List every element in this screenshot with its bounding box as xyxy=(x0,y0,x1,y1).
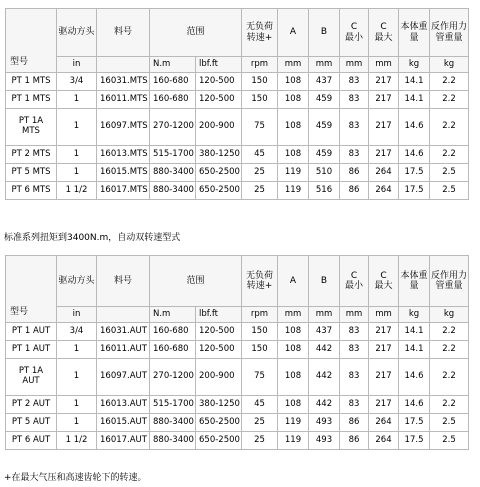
cell-part: 16015.AUT xyxy=(97,414,150,432)
cell-range-lbf: 200-900 xyxy=(196,359,242,396)
cell-b: 459 xyxy=(309,109,340,146)
cell-b: 437 xyxy=(309,323,340,341)
unit-range-nm: N.m xyxy=(150,57,196,73)
cell-model-line-1: PT 1A xyxy=(18,116,44,127)
unit-b: mm xyxy=(309,57,340,73)
cell-weight: 14.1 xyxy=(399,341,430,359)
cell-model-line-2: MTS xyxy=(22,126,40,136)
cell-weight: 14.6 xyxy=(399,109,430,146)
cell-range-lbf: 120-500 xyxy=(196,341,242,359)
cell-range-lbf: 650-2500 xyxy=(196,164,242,182)
cell-b: 459 xyxy=(309,91,340,109)
cell-weight: 14.6 xyxy=(399,359,430,396)
unit-drive: in xyxy=(57,307,97,323)
cell-range-nm: 160-680 xyxy=(150,91,196,109)
header-c-max-bottom: 最大 xyxy=(374,281,393,291)
cell-range-nm: 880-3400 xyxy=(150,164,196,182)
cell-range-nm: 880-3400 xyxy=(150,432,196,450)
table-row xyxy=(6,146,469,164)
cell-model: PT 2 MTS xyxy=(6,146,57,164)
cell-model: PT 1 AUT xyxy=(6,341,57,359)
cell-range-lbf: 120-500 xyxy=(196,73,242,91)
cell-range-lbf: 650-2500 xyxy=(196,432,242,450)
cell-bar: 2.2 xyxy=(430,359,469,396)
cell-b: 442 xyxy=(309,341,340,359)
header-a: A xyxy=(278,9,309,57)
cell-bar: 2.2 xyxy=(430,73,469,91)
cell-b: 493 xyxy=(309,414,340,432)
cell-range-lbf: 200-900 xyxy=(196,109,242,146)
cell-weight: 14.6 xyxy=(399,146,430,164)
cell-a: 108 xyxy=(278,341,309,359)
header-reaction-bar: 反作用力管重量 xyxy=(430,9,469,57)
header-drive: 驱动方头 xyxy=(57,256,97,307)
cell-c-min: 83 xyxy=(340,323,369,341)
cell-drive: 1 xyxy=(57,164,97,182)
cell-c-max: 264 xyxy=(369,432,399,450)
cell-b: 510 xyxy=(309,164,340,182)
cell-range-lbf: 380-1250 xyxy=(196,146,242,164)
cell-a: 119 xyxy=(278,182,309,200)
cell-c-max: 217 xyxy=(369,109,399,146)
cell-drive: 1 xyxy=(57,341,97,359)
cell-range-nm: 160-680 xyxy=(150,73,196,91)
cell-b: 516 xyxy=(309,182,340,200)
cell-range-nm: 160-680 xyxy=(150,323,196,341)
cell-model: PT 6 MTS xyxy=(6,182,57,200)
cell-weight: 17.5 xyxy=(399,164,430,182)
cell-part: 16031.MTS xyxy=(97,73,150,91)
unit-a: mm xyxy=(278,57,309,73)
header-c-min xyxy=(340,256,369,307)
cell-rpm: 25 xyxy=(242,414,278,432)
header-weight: 本体重量 xyxy=(399,256,430,307)
cell-bar: 2.2 xyxy=(430,396,469,414)
header-c-max-bottom: 最大 xyxy=(374,32,393,43)
cell-model: PT 6 AUT xyxy=(6,432,57,450)
cell-bar: 2.5 xyxy=(430,164,469,182)
cell-range-lbf: 380-1250 xyxy=(196,396,242,414)
cell-a: 119 xyxy=(278,164,309,182)
cell-drive: 3/4 xyxy=(57,73,97,91)
cell-rpm: 45 xyxy=(242,146,278,164)
cell-part: 16097.MTS xyxy=(97,109,150,146)
cell-drive: 1 xyxy=(57,91,97,109)
cell-weight: 14.6 xyxy=(399,396,430,414)
header-range: 范围 xyxy=(150,9,242,57)
cell-model: PT 5 AUT xyxy=(6,414,57,432)
unit-range-nm: N.m xyxy=(150,307,196,323)
cell-bar: 2.2 xyxy=(430,341,469,359)
cell-model: PT 1 AUT xyxy=(6,323,57,341)
header-drive: 驱动方头 xyxy=(57,9,97,57)
unit-part xyxy=(97,57,150,73)
cell-c-max: 264 xyxy=(369,414,399,432)
header-weight: 本体重量 xyxy=(399,9,430,57)
cell-b: 493 xyxy=(309,432,340,450)
cell-c-max: 217 xyxy=(369,146,399,164)
cell-model: PT 2 AUT xyxy=(6,396,57,414)
cell-c-max: 217 xyxy=(369,359,399,396)
unit-row xyxy=(6,307,469,323)
unit-bar: kg xyxy=(430,307,469,323)
table-row xyxy=(6,73,469,91)
cell-rpm: 150 xyxy=(242,323,278,341)
cell-range-lbf: 650-2500 xyxy=(196,414,242,432)
header-c-min-top: C xyxy=(350,22,358,33)
header-a: A xyxy=(278,256,309,307)
cell-a: 119 xyxy=(278,432,309,450)
header-row xyxy=(6,9,469,57)
table-row xyxy=(6,396,469,414)
cell-a: 108 xyxy=(278,146,309,164)
cell-a: 108 xyxy=(278,323,309,341)
spec-table-mts xyxy=(5,8,469,200)
header-c-max-top: C xyxy=(380,22,387,33)
unit-speed: rpm xyxy=(242,57,278,73)
cell-c-max: 264 xyxy=(369,164,399,182)
header-c-max-top: C xyxy=(380,270,387,281)
cell-bar: 2.5 xyxy=(430,182,469,200)
unit-c-min: mm xyxy=(340,307,369,323)
cell-rpm: 150 xyxy=(242,91,278,109)
cell-part: 16013.AUT xyxy=(97,396,150,414)
spec-table-aut xyxy=(5,255,469,450)
table-row xyxy=(6,109,469,146)
header-c-min-bottom: 最小 xyxy=(345,281,364,291)
cell-range-nm: 270-1200 xyxy=(150,109,196,146)
header-range: 范围 xyxy=(150,256,242,307)
cell-c-min: 83 xyxy=(340,146,369,164)
cell-drive: 1 1/2 xyxy=(57,432,97,450)
header-c-max xyxy=(369,256,399,307)
cell-model-line-2: AUT xyxy=(22,376,40,386)
unit-range-lbf: lbf.ft xyxy=(196,307,242,323)
cell-drive: 1 xyxy=(57,359,97,396)
unit-c-max: mm xyxy=(369,307,399,323)
cell-c-max: 217 xyxy=(369,91,399,109)
unit-a: mm xyxy=(278,307,309,323)
cell-bar: 2.2 xyxy=(430,323,469,341)
header-row xyxy=(6,256,469,307)
header-free-speed: 无负荷转速+ xyxy=(242,256,278,307)
unit-weight: kg xyxy=(399,57,430,73)
cell-rpm: 25 xyxy=(242,182,278,200)
cell-range-nm: 160-680 xyxy=(150,341,196,359)
unit-weight: kg xyxy=(399,307,430,323)
unit-c-min: mm xyxy=(340,57,369,73)
cell-drive: 1 xyxy=(57,414,97,432)
table-row xyxy=(6,323,469,341)
cell-bar: 2.2 xyxy=(430,109,469,146)
unit-speed: rpm xyxy=(242,307,278,323)
cell-c-min: 83 xyxy=(340,359,369,396)
cell-a: 108 xyxy=(278,73,309,91)
cell-part: 16013.MTS xyxy=(97,146,150,164)
cell-model xyxy=(6,109,57,146)
cell-drive: 3/4 xyxy=(57,323,97,341)
table-row xyxy=(6,359,469,396)
cell-c-min: 86 xyxy=(340,432,369,450)
cell-drive: 1 xyxy=(57,396,97,414)
cell-part: 16097.AUT xyxy=(97,359,150,396)
cell-a: 108 xyxy=(278,359,309,396)
cell-a: 119 xyxy=(278,414,309,432)
header-c-min-top: C xyxy=(350,270,358,281)
cell-model: PT 1 MTS xyxy=(6,91,57,109)
unit-range-lbf: lbf.ft xyxy=(196,57,242,73)
cell-c-max: 217 xyxy=(369,73,399,91)
cell-c-max: 217 xyxy=(369,396,399,414)
header-reaction-bar: 反作用力管重量 xyxy=(430,256,469,307)
cell-c-min: 86 xyxy=(340,414,369,432)
cell-drive: 1 xyxy=(57,109,97,146)
cell-model: PT 5 MTS xyxy=(6,164,57,182)
cell-range-lbf: 120-500 xyxy=(196,91,242,109)
cell-rpm: 75 xyxy=(242,109,278,146)
cell-range-lbf: 650-2500 xyxy=(196,182,242,200)
cell-c-min: 83 xyxy=(340,341,369,359)
cell-range-nm: 515-1700 xyxy=(150,146,196,164)
cell-rpm: 45 xyxy=(242,396,278,414)
cell-model xyxy=(6,359,57,396)
header-b: B xyxy=(309,9,340,57)
cell-model-line-1: PT 1A xyxy=(18,366,44,377)
unit-c-max: mm xyxy=(369,57,399,73)
section-caption: 标准系列扭矩到3400N.m，自动双转速型式 xyxy=(4,233,181,243)
cell-drive: 1 xyxy=(57,146,97,164)
cell-c-min: 86 xyxy=(340,182,369,200)
cell-bar: 2.2 xyxy=(430,91,469,109)
cell-b: 442 xyxy=(309,396,340,414)
cell-c-min: 86 xyxy=(340,164,369,182)
cell-drive: 1 1/2 xyxy=(57,182,97,200)
cell-weight: 17.5 xyxy=(399,182,430,200)
table-row xyxy=(6,432,469,450)
cell-c-min: 83 xyxy=(340,91,369,109)
cell-model: PT 1 MTS xyxy=(6,73,57,91)
unit-b: mm xyxy=(309,307,340,323)
cell-weight: 17.5 xyxy=(399,432,430,450)
table-row xyxy=(6,341,469,359)
cell-c-max: 217 xyxy=(369,341,399,359)
cell-range-lbf: 120-500 xyxy=(196,323,242,341)
table-row xyxy=(6,414,469,432)
unit-drive: in xyxy=(57,57,97,73)
cell-a: 108 xyxy=(278,396,309,414)
footnote: +在最大气压和高速齿轮下的转速。 xyxy=(4,473,147,483)
cell-part: 16017.AUT xyxy=(97,432,150,450)
header-b: B xyxy=(309,256,340,307)
cell-bar: 2.2 xyxy=(430,146,469,164)
cell-weight: 14.1 xyxy=(399,91,430,109)
cell-c-min: 83 xyxy=(340,109,369,146)
cell-part: 16011.AUT xyxy=(97,341,150,359)
cell-range-nm: 270-1200 xyxy=(150,359,196,396)
cell-range-nm: 880-3400 xyxy=(150,182,196,200)
header-model: 型号 xyxy=(6,9,57,73)
cell-bar: 2.5 xyxy=(430,432,469,450)
cell-a: 108 xyxy=(278,109,309,146)
cell-c-max: 264 xyxy=(369,182,399,200)
cell-part: 16017.MTS xyxy=(97,182,150,200)
header-free-speed: 无负荷转速+ xyxy=(242,9,278,57)
header-model: 型号 xyxy=(6,256,57,323)
header-c-min xyxy=(340,9,369,57)
cell-bar: 2.5 xyxy=(430,414,469,432)
cell-rpm: 150 xyxy=(242,73,278,91)
cell-range-nm: 880-3400 xyxy=(150,414,196,432)
table-row xyxy=(6,91,469,109)
cell-a: 108 xyxy=(278,91,309,109)
cell-rpm: 150 xyxy=(242,341,278,359)
cell-weight: 14.1 xyxy=(399,323,430,341)
header-c-min-bottom: 最小 xyxy=(345,32,364,43)
cell-c-min: 83 xyxy=(340,73,369,91)
header-part: 料号 xyxy=(97,9,150,57)
cell-part: 16011.MTS xyxy=(97,91,150,109)
cell-b: 437 xyxy=(309,73,340,91)
cell-weight: 17.5 xyxy=(399,414,430,432)
cell-b: 442 xyxy=(309,359,340,396)
cell-part: 16031.AUT xyxy=(97,323,150,341)
table-row xyxy=(6,182,469,200)
cell-c-min: 83 xyxy=(340,396,369,414)
cell-part: 16015.MTS xyxy=(97,164,150,182)
cell-weight: 14.1 xyxy=(399,73,430,91)
cell-rpm: 25 xyxy=(242,432,278,450)
cell-b: 459 xyxy=(309,146,340,164)
unit-row xyxy=(6,57,469,73)
table-row xyxy=(6,164,469,182)
cell-range-nm: 515-1700 xyxy=(150,396,196,414)
header-c-max xyxy=(369,9,399,57)
cell-rpm: 25 xyxy=(242,164,278,182)
cell-rpm: 75 xyxy=(242,359,278,396)
cell-c-max: 217 xyxy=(369,323,399,341)
unit-bar: kg xyxy=(430,57,469,73)
header-part: 料号 xyxy=(97,256,150,307)
unit-part xyxy=(97,307,150,323)
